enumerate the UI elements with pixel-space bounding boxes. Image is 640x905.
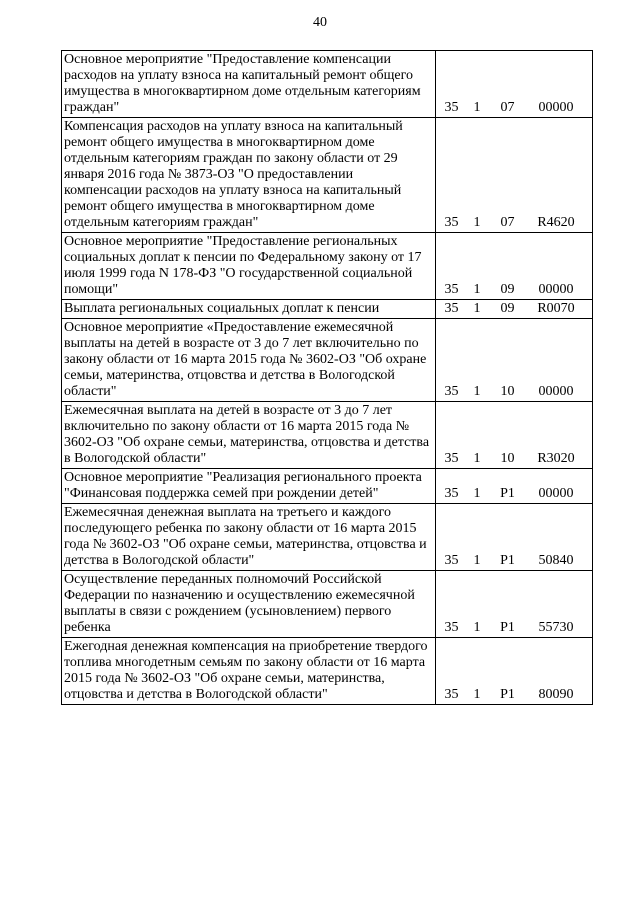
direction-code: R0070 [537,301,575,316]
classification-code [436,233,593,300]
expense-item-name: Основное мероприятие "Реализация регионального проекта "Финансовая поддержка семей при рождении детей" [62,469,436,504]
event-code: P1 [500,620,515,635]
subprogram-code: 1 [473,620,481,635]
program-code: 35 [444,451,459,466]
program-code: 35 [444,384,459,399]
expense-item-name: Ежемесячная выплата на детей в возрасте от 3 до 7 лет включительно по закону области от 16 марта 2015 года № 3602-ОЗ "Об охране семьи, материнства, отцовства и детства в Вологодской области" [62,402,436,469]
event-code: 09 [500,282,515,297]
event-code: P1 [500,553,515,568]
classification-code [436,118,593,233]
subprogram-code: 1 [473,301,481,316]
classification-code [436,571,593,638]
direction-code: R4620 [537,215,575,230]
event-code: 10 [500,451,515,466]
program-code: 35 [444,301,459,316]
direction-code: 00000 [538,100,574,115]
table-row [62,51,593,118]
page-number: 40 [313,15,327,30]
direction-code: R3020 [537,451,575,466]
classification-code [436,402,593,469]
classification-code [436,51,593,118]
classification-code [436,469,593,504]
expense-item-name: Осуществление переданных полномочий Российской Федерации по назначению и осуществлению ежемесячной выплаты в связи с рождением (усыновлением) первого ребенка [62,571,436,638]
program-code: 35 [444,553,459,568]
event-code: P1 [500,687,515,702]
subprogram-code: 1 [473,553,481,568]
expense-item-name: Основное мероприятие "Предоставление компенсации расходов на уплату взноса на капитальный ремонт общего имущества в многоквартирном доме отдельным категориям граждан" [62,51,436,118]
table-row [62,118,593,233]
expense-item-name: Компенсация расходов на уплату взноса на капитальный ремонт общего имущества в многоквартирном доме отдельным категориям граждан по закону области от 29 января 2016 года № 3873-ОЗ "О предоставлении компенсации расходов на уплату взноса на капитальный ремонт общего имущества в многоквартирном доме отдельным категориям граждан" [62,118,436,233]
program-code: 35 [444,282,459,297]
program-code: 35 [444,620,459,635]
table-row [62,319,593,402]
subprogram-code: 1 [473,451,481,466]
program-code: 35 [444,100,459,115]
subprogram-code: 1 [473,687,481,702]
table-row [62,504,593,571]
event-code: 07 [500,100,515,115]
table-row [62,571,593,638]
event-code: 07 [500,215,515,230]
table-row [62,300,593,319]
subprogram-code: 1 [473,215,481,230]
program-code: 35 [444,486,459,501]
table-row [62,402,593,469]
expense-item-name: Ежемесячная денежная выплата на третьего и каждого последующего ребенка по закону области от 16 марта 2015 года № 3602-ОЗ "Об охране семьи, материнства, отцовства и детства в Вологодской области" [62,504,436,571]
classification-code [436,319,593,402]
classification-code [436,638,593,705]
event-code: 10 [500,384,515,399]
direction-code: 80090 [538,687,574,702]
subprogram-code: 1 [473,100,481,115]
table-row [62,469,593,504]
direction-code: 55730 [538,620,574,635]
subprogram-code: 1 [473,384,481,399]
expense-item-name: Ежегодная денежная компенсация на приобретение твердого топлива многодетным семьям по закону области от 16 марта 2015 года № 3602-ОЗ "Об охране семьи, материнства, отцовства и детства в Вологодской области" [62,638,436,705]
program-code: 35 [444,687,459,702]
subprogram-code: 1 [473,282,481,297]
table-row [62,233,593,300]
classification-code [436,300,593,319]
direction-code: 00000 [538,282,574,297]
event-code: 09 [500,301,515,316]
expense-item-name: Основное мероприятие «Предоставление ежемесячной выплаты на детей в возрасте от 3 до 7 лет включительно по закону области от 16 марта 2015 года № 3602-ОЗ "Об охране семьи, материнства, отцовства и детства в Вологодской области" [62,319,436,402]
subprogram-code: 1 [473,486,481,501]
direction-code: 50840 [538,553,574,568]
budget-classification-table [61,50,593,705]
program-code: 35 [444,215,459,230]
classification-code [436,504,593,571]
expense-item-name: Выплата региональных социальных доплат к пенсии [62,300,436,319]
direction-code: 00000 [538,486,574,501]
direction-code: 00000 [538,384,574,399]
table-row [62,638,593,705]
expense-item-name: Основное мероприятие "Предоставление региональных социальных доплат к пенсии по Федеральному закону от 17 июля 1999 года N 178-ФЗ "О государственной социальной помощи" [62,233,436,300]
event-code: P1 [500,486,515,501]
